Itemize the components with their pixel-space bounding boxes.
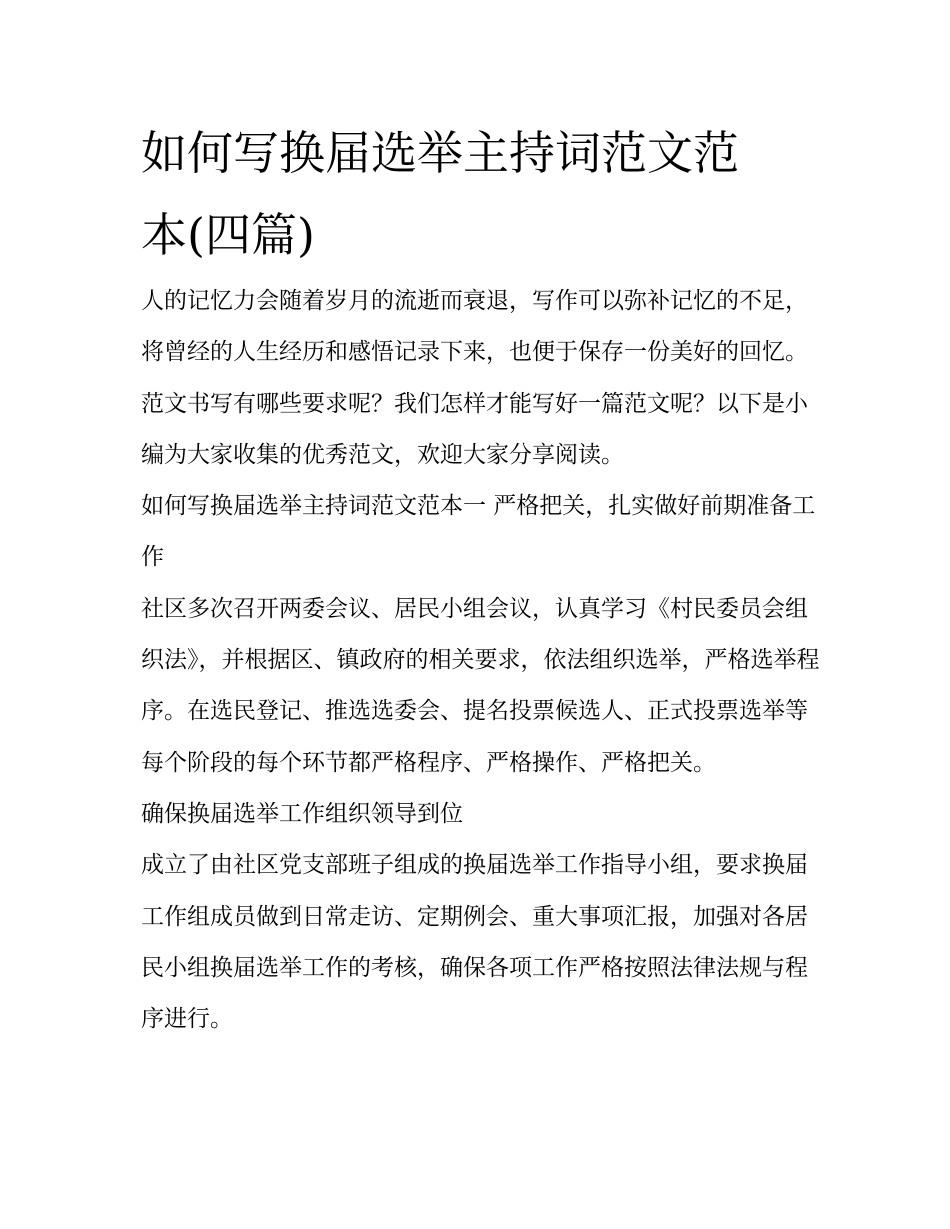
section-heading-1: 如何写换届选举主持词范文范本一 严格把关，扎实做好前期准备工作 <box>141 493 816 571</box>
paragraph-election-procedure: 社区多次召开两委会议、居民小组会议，认真学习《村民委员会组织法》，并根据区、镇政府的相关要求，依法组织选举，严格选举程序。在选民登记、推选选委会、提名投票候选人、正式投票选举等每个阶段的每个环节都严格程序、严格操作、严格把关。 <box>141 595 820 776</box>
intro-paragraph: 人的记忆力会随着岁月的流逝而衰退，写作可以弥补记忆的不足，将曾经的人生经历和感悟记录下来，也便于保存一份美好的回忆。范文书写有哪些要求呢？我们怎样才能写好一篇范文呢？以下是小编为大家收集的优秀范文，欢迎大家分享阅读。 <box>141 288 808 468</box>
document-title <box>141 112 821 276</box>
section-heading-2: 确保换届选举工作组织领导到位 <box>141 800 463 827</box>
document-body <box>141 276 821 1045</box>
title-line-2: 本(四篇) <box>141 208 315 262</box>
title-line-1: 如何写换届选举主持词范文范 <box>141 126 739 180</box>
paragraph-leadership-group: 成立了由社区党支部班子组成的换届选举工作指导小组，要求换届工作组成员做到日常走访、定期例会、重大事项汇报，加强对各居民小组换届选举工作的考核，确保各项工作严格按照法律法规与程序进行。 <box>141 852 808 1033</box>
